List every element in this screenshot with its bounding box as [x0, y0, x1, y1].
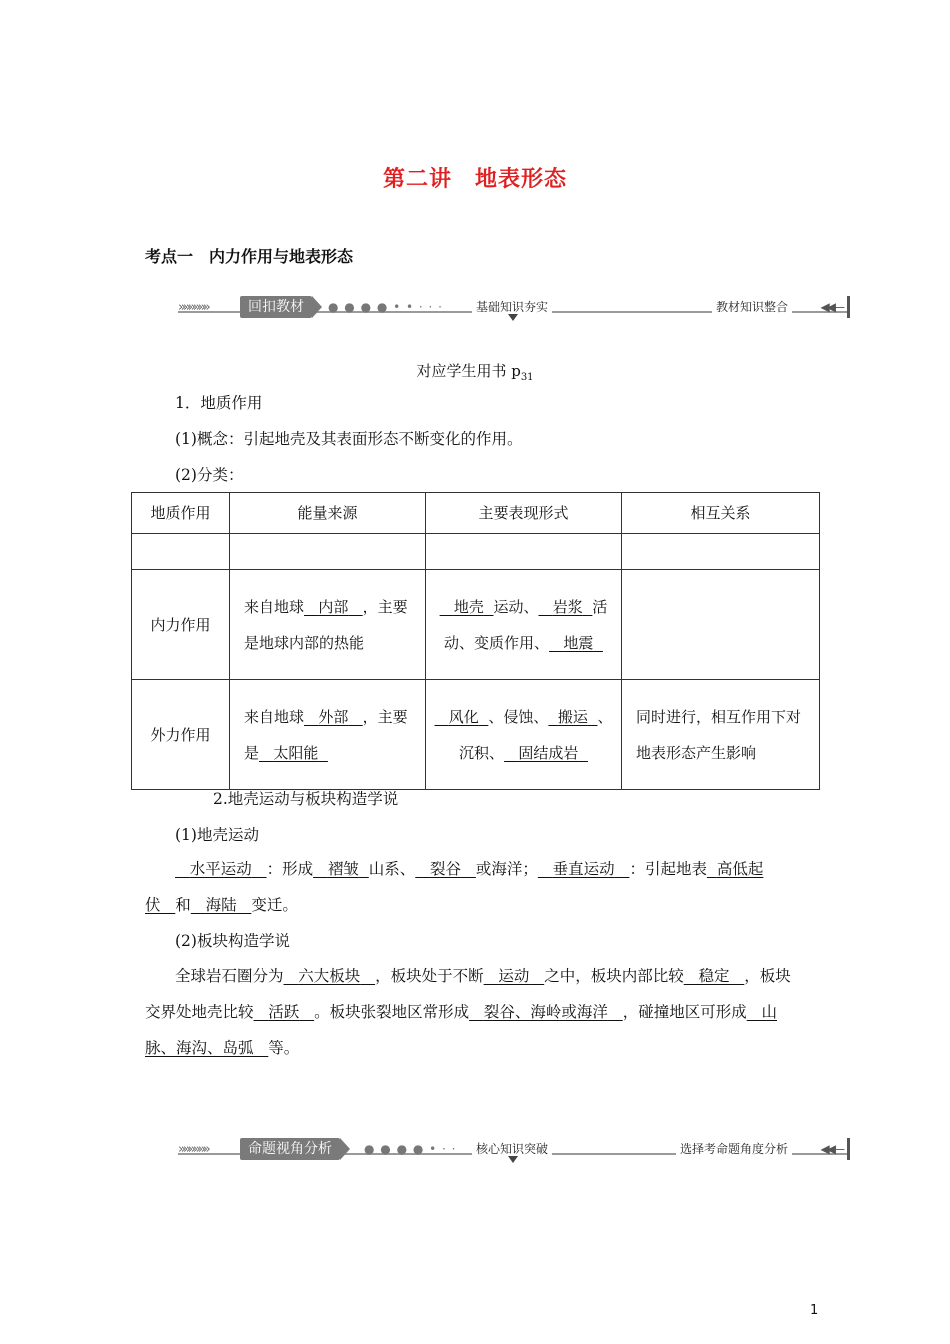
body-text: ，板块交界处地壳比较 — [145, 967, 791, 1021]
double-chevron-right-icon: »»»»»» — [178, 1142, 208, 1157]
page-title: 第二讲 地表形态 — [382, 167, 567, 192]
answer-text: 运动 — [498, 967, 530, 985]
answer-text: 风化 — [448, 707, 479, 726]
answer-blank — [191, 896, 252, 914]
banner-end-bar — [847, 296, 850, 318]
energy-text: 来自地球 — [244, 597, 305, 616]
banner-middle-label: 基础知识夯实 — [472, 298, 552, 315]
body-text: 全球岩石圈分为 — [175, 967, 284, 985]
answer-blank — [549, 634, 603, 652]
dots-decoration-icon: ● ● ● ● • · · — [364, 1142, 457, 1156]
answer-text: 水平运动 — [189, 860, 252, 878]
energy-text: ，主要是 — [244, 707, 408, 762]
table-cell-name: 外力作用 — [132, 680, 230, 790]
reference-text: 对应学生用书 p — [416, 362, 521, 380]
answer-blank — [304, 598, 363, 616]
body-text: 之中，板块内部比较 — [544, 967, 684, 985]
answer-text: 高低起伏 — [145, 860, 764, 914]
answer-text: 地壳 — [453, 597, 484, 616]
banner-middle-label: 核心知识突破 — [472, 1140, 552, 1157]
table-cell-name: 内力作用 — [132, 570, 230, 680]
table-cell-empty — [132, 534, 230, 570]
banner-tag: 命题视角分析 — [240, 1138, 340, 1160]
answer-blank — [259, 744, 328, 762]
table-header-cell: 能量来源 — [230, 493, 426, 534]
answer-text: 岩浆 — [552, 597, 583, 616]
item-classification: (2)分类： — [175, 466, 244, 484]
body-text: 和 — [175, 896, 191, 914]
table-cell-empty — [622, 570, 820, 680]
answer-text: 外部 — [318, 707, 349, 726]
answer-blank — [415, 860, 476, 878]
answer-blank — [304, 708, 363, 726]
answer-blank — [684, 967, 745, 985]
banner-end-bar — [847, 1138, 850, 1160]
banner-right-label: 教材知识整合 — [712, 298, 792, 315]
table-header-row — [132, 493, 820, 534]
table-row-external — [132, 680, 820, 790]
answer-text: 裂谷 — [430, 860, 462, 878]
body-text: 变迁。 — [251, 896, 298, 914]
forms-text: 运动、 — [493, 597, 539, 616]
table-cell-empty — [426, 534, 622, 570]
plate-tectonics-paragraph — [145, 958, 805, 1066]
table-cell-forms — [426, 680, 622, 790]
crust-movement-paragraph — [145, 851, 805, 923]
answer-text: 固结成岩 — [518, 743, 579, 762]
answer-text: 垂直运动 — [552, 860, 615, 878]
table-cell-empty — [622, 534, 820, 570]
answer-blank — [313, 860, 369, 878]
answer-text: 海陆 — [205, 896, 237, 914]
body-text: ，板块处于不断 — [375, 967, 484, 985]
forms-text: 、侵蚀、 — [488, 707, 549, 726]
table-cell-relation: 同时进行，相互作用下对地表形态产生影响 — [622, 680, 820, 790]
triangle-down-icon — [508, 314, 518, 321]
answer-text: 褶皱 — [327, 860, 359, 878]
answer-blank — [434, 708, 488, 726]
double-arrow-left-icon: ◀◀— — [820, 300, 842, 314]
banner-tag: 回扣教材 — [240, 296, 312, 318]
body-text: 山系、 — [368, 860, 416, 878]
double-chevron-right-icon: »»»»»» — [178, 300, 208, 315]
reference-page: 31 — [520, 372, 534, 383]
answer-blank — [284, 967, 376, 985]
item-crust-movement: (1)地壳运动 — [175, 826, 259, 844]
geological-action-table — [131, 492, 820, 790]
section-banner-review — [178, 296, 850, 322]
answer-blank — [440, 598, 494, 616]
answer-text: 稳定 — [698, 967, 730, 985]
answer-text: 山脉、海沟、岛弧 — [145, 1003, 777, 1057]
body-text: 。板块张裂地区常形成 — [314, 1003, 470, 1021]
triangle-down-icon — [508, 1156, 518, 1163]
answer-blank — [469, 1003, 623, 1021]
body-text: ：引起地表 — [629, 860, 707, 878]
item-geological-action: 1．地质作用 — [175, 394, 263, 412]
answer-text: 太阳能 — [273, 743, 319, 762]
answer-text: 搬运 — [557, 707, 588, 726]
answer-text: 活跃 — [268, 1003, 300, 1021]
answer-blank — [548, 708, 597, 726]
answer-blank — [504, 744, 588, 762]
dots-decoration-icon: ● ● ● ● • • · · · — [328, 300, 443, 314]
body-text: 或海洋； — [475, 860, 538, 878]
answer-blank — [538, 598, 587, 616]
answer-blank — [484, 967, 545, 985]
banner-right-label: 选择考命题角度分析 — [676, 1140, 792, 1157]
body-text: 等。 — [268, 1039, 300, 1057]
table-row-empty — [132, 534, 820, 570]
forms-text: 、沉积、 — [459, 707, 613, 762]
body-text: ：形成 — [266, 860, 314, 878]
item-plate-tectonics: (2)板块构造学说 — [175, 932, 290, 950]
answer-text: 地震 — [563, 633, 594, 652]
item-concept: (1)概念：引起地壳及其表面形态不断变化的作用。 — [175, 430, 523, 448]
table-cell-forms — [426, 570, 622, 680]
table-header-cell: 相互关系 — [622, 493, 820, 534]
page-number: 1 — [810, 1303, 819, 1318]
energy-text: ，主要是地球内部的热能 — [244, 597, 408, 652]
table-header-cell: 地质作用 — [132, 493, 230, 534]
body-text: ，碰撞地区可形成 — [622, 1003, 747, 1021]
answer-blank — [175, 860, 267, 878]
table-cell-energy — [230, 570, 426, 680]
answer-text: 裂谷、海岭或海洋 — [483, 1003, 608, 1021]
table-cell-energy — [230, 680, 426, 790]
table-cell-empty — [230, 534, 426, 570]
section-banner-analysis — [178, 1138, 850, 1164]
answer-text: 六大板块 — [298, 967, 361, 985]
answer-text: 内部 — [318, 597, 349, 616]
table-row-internal — [132, 570, 820, 680]
table-header-cell: 主要表现形式 — [426, 493, 622, 534]
answer-blank — [254, 1003, 315, 1021]
reference-line — [0, 360, 950, 383]
double-arrow-left-icon: ◀◀— — [820, 1142, 842, 1156]
item-crust-plate: 2.地壳运动与板块构造学说 — [213, 790, 399, 808]
answer-blank — [538, 860, 630, 878]
section-heading: 考点一 内力作用与地表形态 — [145, 247, 354, 266]
energy-text: 来自地球 — [244, 707, 305, 726]
forms-text: 活动、变质作用、 — [444, 597, 608, 652]
